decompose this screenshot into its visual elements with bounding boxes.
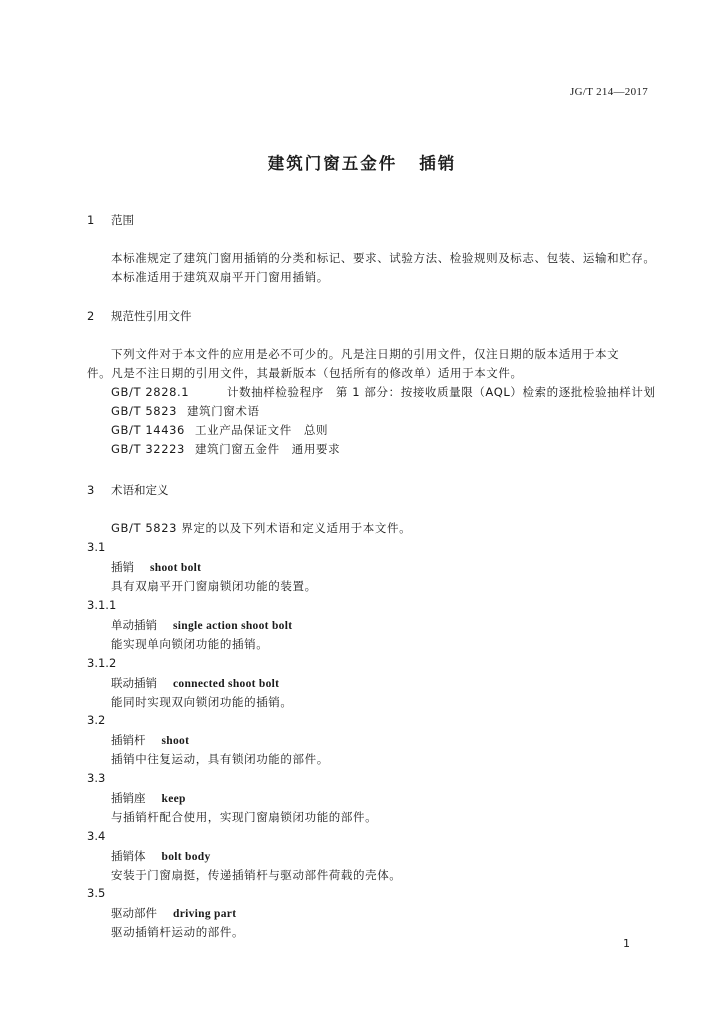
normative-reference (111, 403, 260, 419)
section-2-intro: 下列文件对于本文件的应用是必不可少的。凡是注日期的引用文件，仅注日期的版本适用于本文 (111, 347, 620, 361)
section-1-heading (87, 212, 134, 228)
section-number: 3 (87, 483, 95, 497)
section-3-intro: GB/T 5823 界定的以及下列术语和定义适用于本文件。 (111, 521, 412, 535)
term-name (111, 848, 211, 864)
section-2-heading (87, 308, 192, 324)
term-number: 3.4 (87, 829, 106, 843)
term-definition: 具有双扇平开门窗扇锁闭功能的装置。 (111, 579, 317, 593)
reference-code: GB/T 5823 (111, 404, 178, 418)
reference-title: 工业产品保证文件 总则 (195, 423, 329, 437)
section-title: 术语和定义 (111, 483, 169, 497)
section-number: 2 (87, 309, 95, 323)
term-name (111, 905, 236, 921)
term-definition: 插销中往复运动，具有锁闭功能的部件。 (111, 752, 329, 766)
term-zh: 插销杆 (111, 733, 146, 747)
term-name (111, 675, 279, 691)
term-number: 3.3 (87, 771, 106, 785)
term-number: 3.1 (87, 540, 106, 554)
section-2-intro: 件。凡是不注日期的引用文件，其最新版本（包括所有的修改单）适用于本文件。 (87, 366, 523, 380)
term-zh: 插销体 (111, 849, 146, 863)
term-en: single action shoot bolt (173, 620, 293, 632)
term-zh: 驱动部件 (111, 906, 157, 920)
reference-title: 建筑门窗术语 (187, 404, 260, 418)
document-title-sub: 插销 (419, 154, 457, 173)
reference-title: 建筑门窗五金件 通用要求 (195, 442, 341, 456)
term-zh: 联动插销 (111, 676, 157, 690)
term-zh: 插销 (111, 560, 134, 574)
reference-code: GB/T 14436 (111, 423, 185, 437)
term-zh: 单动插销 (111, 618, 157, 632)
normative-reference (111, 422, 328, 438)
term-en: bolt body (161, 851, 211, 863)
term-definition: 安装于门窗扇挺，传递插销杆与驱动部件荷载的壳体。 (111, 868, 402, 882)
term-en: shoot (161, 735, 190, 747)
term-number: 3.1.1 (87, 598, 117, 612)
term-en: keep (161, 793, 186, 805)
section-3-heading (87, 482, 169, 498)
section-number: 1 (87, 213, 95, 227)
term-definition: 与插销杆配合使用，实现门窗扇锁闭功能的部件。 (111, 810, 378, 824)
reference-code: GB/T 32223 (111, 442, 185, 456)
term-en: shoot bolt (150, 562, 202, 574)
section-title: 规范性引用文件 (111, 309, 192, 323)
term-en: driving part (173, 908, 237, 920)
term-number: 3.2 (87, 713, 106, 727)
section-title: 范围 (111, 213, 134, 227)
document-title (0, 150, 724, 174)
standard-code: JG/T 214—2017 (570, 86, 648, 98)
term-zh: 插销座 (111, 791, 146, 805)
term-en: connected shoot bolt (173, 678, 280, 690)
document-title-main: 建筑门窗五金件 (267, 154, 398, 173)
normative-reference (111, 384, 656, 400)
normative-reference (111, 441, 340, 457)
term-definition: 能实现单向锁闭功能的插销。 (111, 637, 269, 651)
term-definition: 驱动插销杆运动的部件。 (111, 925, 245, 939)
term-name (111, 559, 201, 575)
term-name (111, 732, 189, 748)
section-1-paragraph: 本标准规定了建筑门窗用插销的分类和标记、要求、试验方法、检验规则及标志、包装、运输和贮存。 (111, 251, 656, 265)
term-name (111, 790, 186, 806)
section-1-paragraph: 本标准适用于建筑双扇平开门窗用插销。 (111, 270, 329, 284)
term-definition: 能同时实现双向锁闭功能的插销。 (111, 695, 293, 709)
term-number: 3.5 (87, 886, 106, 900)
reference-title: 计数抽样检验程序 第 1 部分：按接收质量限（AQL）检索的逐批检验抽样计划 (227, 385, 656, 399)
reference-code: GB/T 2828.1 (111, 385, 190, 399)
page-number: 1 (623, 937, 630, 950)
term-number: 3.1.2 (87, 656, 117, 670)
term-name (111, 617, 292, 633)
